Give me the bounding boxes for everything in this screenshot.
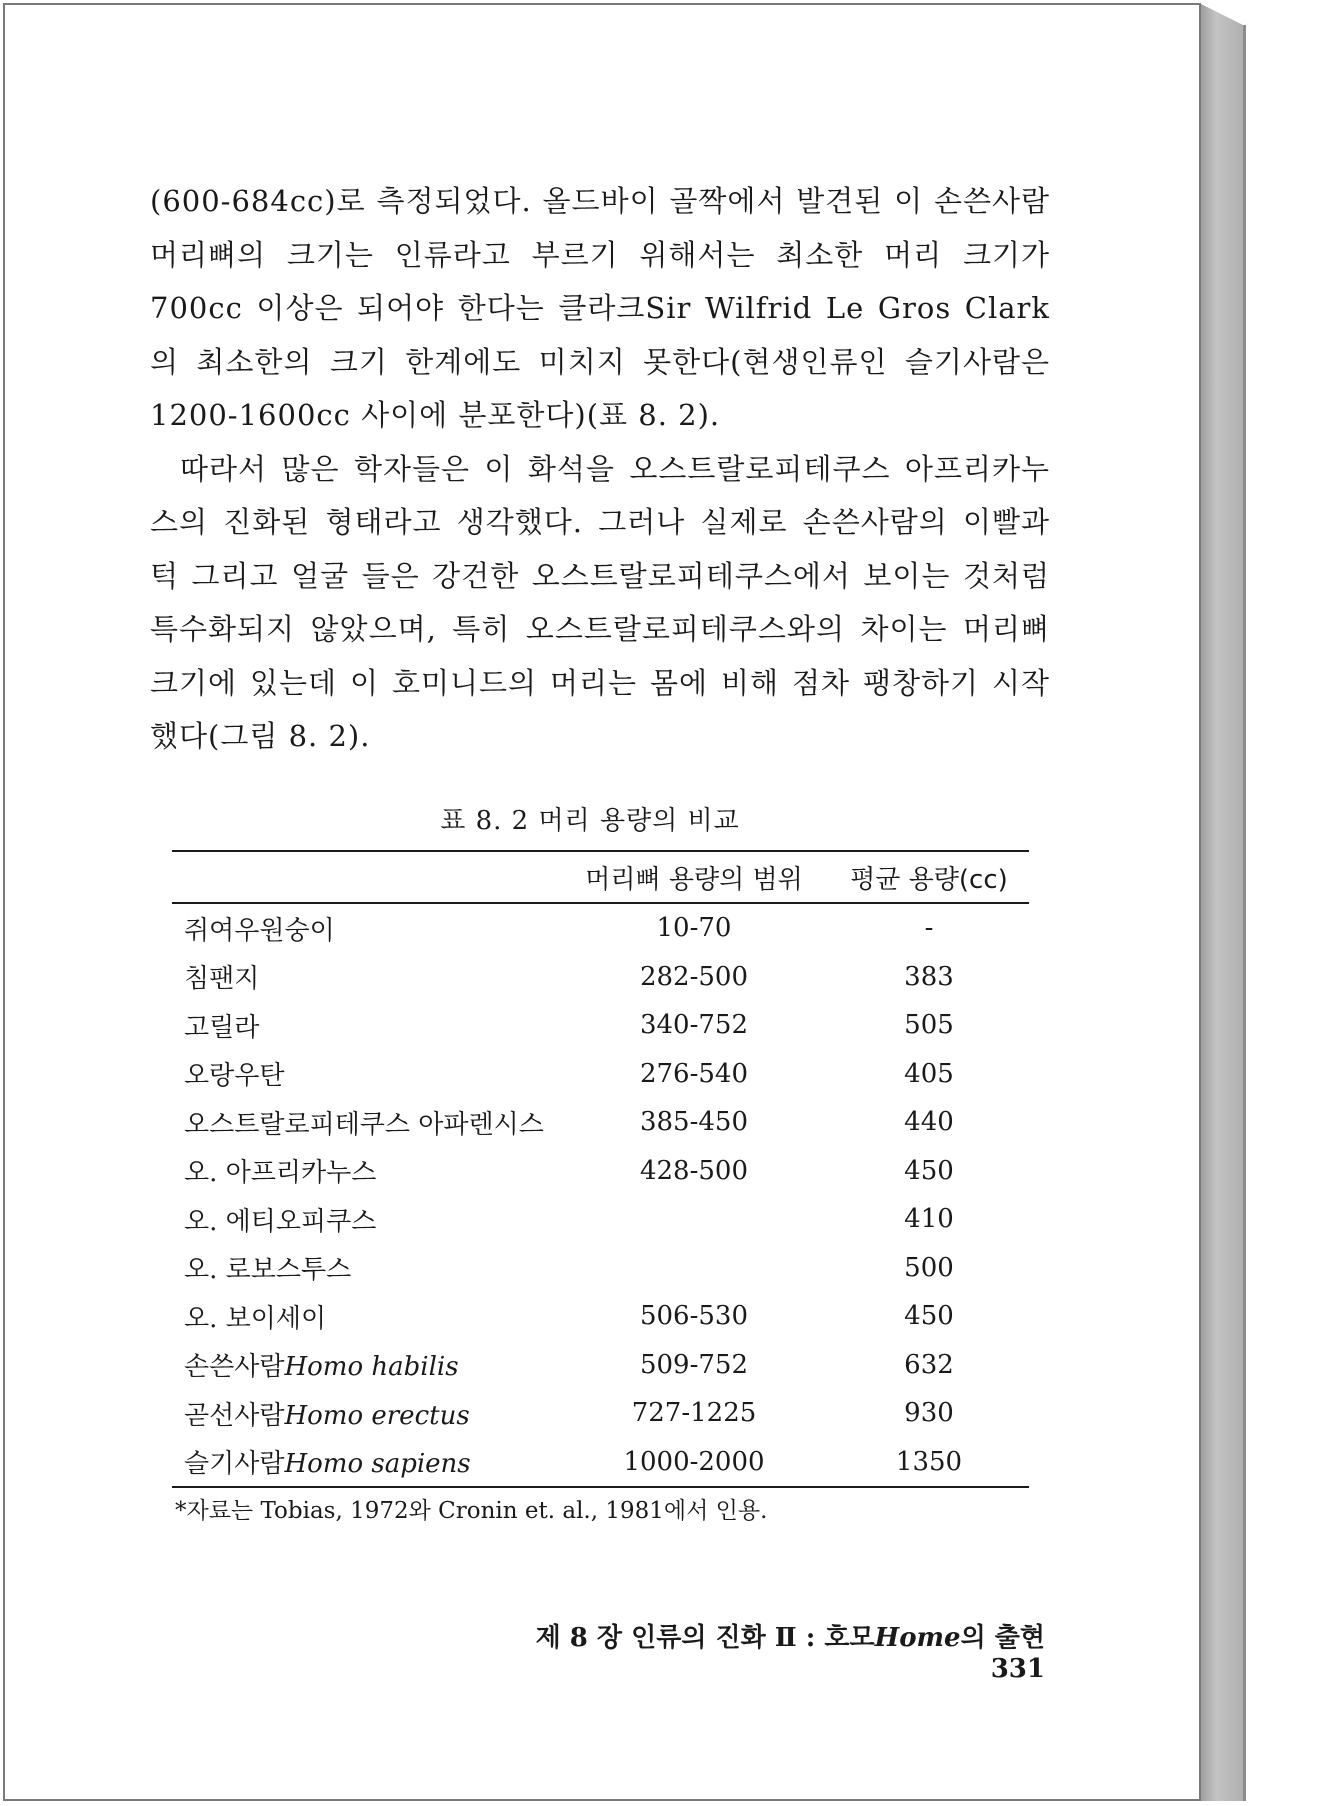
table-row (172, 953, 1029, 1002)
header-blank (172, 851, 559, 903)
table-row (172, 1001, 1029, 1050)
cell-average: 505 (904, 1010, 954, 1041)
cell-species (172, 1244, 559, 1293)
page-number: 331 (990, 1654, 1045, 1684)
cell-average: 632 (904, 1349, 954, 1380)
page-footer (500, 1617, 1045, 1684)
species-name: 고릴라 (184, 1012, 260, 1043)
cell-average: 930 (904, 1398, 954, 1429)
body-text (150, 175, 1050, 764)
table-row (172, 1244, 1029, 1293)
table-row (172, 1050, 1029, 1099)
cell-species (172, 1001, 559, 1050)
cell-average: 450 (904, 1155, 954, 1186)
cell-average: 405 (904, 1058, 954, 1089)
cell-average: - (924, 913, 934, 944)
cell-range: 10-70 (656, 913, 732, 944)
table-row (172, 1195, 1029, 1244)
book-edge (1243, 25, 1246, 1801)
table-row (172, 903, 1029, 953)
species-name: 슬기사람 (184, 1449, 285, 1480)
cell-species (172, 1147, 559, 1196)
cell-range (559, 1195, 829, 1244)
cell-range: 428-500 (639, 1155, 749, 1186)
cell-average: 450 (904, 1301, 954, 1332)
species-name: 손쓴사람 (184, 1352, 285, 1383)
cell-range: 506-530 (639, 1301, 749, 1332)
cell-species (172, 1341, 559, 1390)
species-name: 오스트랄로피테쿠스 아파렌시스 (184, 1109, 544, 1140)
species-name: 오. 로보스투스 (184, 1255, 352, 1286)
footer-rest: 의 출현 (960, 1623, 1045, 1653)
cell-average: 1350 (829, 1438, 1029, 1488)
species-name: 오. 보이세이 (184, 1303, 327, 1334)
header-range: 머리뼈 용량의 범위 (559, 851, 829, 903)
table-row (172, 1341, 1029, 1390)
species-scientific-name: Homo erectus (284, 1400, 470, 1431)
species-scientific-name: Homo habilis (284, 1352, 459, 1383)
book-spine (1199, 3, 1243, 1801)
cell-average: 383 (904, 961, 954, 992)
cell-species (172, 1050, 559, 1099)
header-avg: 평균 용량(cc) (829, 851, 1029, 903)
table-title: 표 8. 2 머리 용량의 비교 (440, 806, 740, 836)
table-body (172, 903, 1029, 1487)
cell-range: 340-752 (639, 1010, 749, 1041)
table-row (172, 1292, 1029, 1341)
table-row (172, 1098, 1029, 1147)
footer-home: Home (874, 1623, 961, 1653)
table-source-note: *자료는 Tobias, 1972와 Cronin et. al., 1981에서 인용. (175, 1498, 768, 1524)
paragraph-1: (600-684cc)로 측정되었다. 올드바이 골짝에서 발견된 이 손쓴사람 머리뼈의 크기는 인류라고 부르기 위해서는 최소한 머리 크기가 700cc 이상은 되어야 한다는 클라크Sir Wilfrid Le Gros Clark의 최소한의 크기 한계에도 미치지 못한다(현생인류인 슬기사람은 1200-1600cc 사이에 분포한다)(표 8. 2). (150, 184, 1050, 432)
table-header-row (172, 851, 1029, 903)
cell-range: 1000-2000 (559, 1438, 829, 1488)
species-name: 곧선사람 (184, 1400, 285, 1431)
cell-species (172, 1292, 559, 1341)
species-name: 침팬지 (184, 964, 260, 995)
cranial-capacity-table (172, 850, 1029, 1488)
footer-chapter: 제 8 장 인류의 진화 Ⅱ : 호모 (535, 1623, 875, 1653)
table-row (172, 1438, 1029, 1488)
table-row (172, 1147, 1029, 1196)
cell-species (172, 903, 559, 953)
cell-range: 282-500 (639, 961, 749, 992)
cell-species (172, 1195, 559, 1244)
cell-species (172, 1098, 559, 1147)
cell-species (172, 953, 559, 1002)
species-name: 오랑우탄 (184, 1061, 285, 1092)
cell-species (172, 1389, 559, 1438)
species-name: 쥐여우원숭이 (184, 915, 335, 946)
paragraph-2: 따라서 많은 학자들은 이 화석을 오스트랄로피테쿠스 아프리카누스의 진화된 형태라고 생각했다. 그러나 실제로 손쓴사람의 이빨과 턱 그리고 얼굴 들은 강건한 오스트랄로피테쿠스에서 보이는 것처럼 특수화되지 않았으며, 특히 오스트랄로피테쿠스와의 차이는 머리뼈 크기에 있는데 이 호미니드의 머리는 몸에 비해 점차 팽창하기 시작했다(그림 8. 2). (150, 451, 1050, 753)
cell-range: 385-450 (639, 1107, 749, 1138)
cell-average: 440 (904, 1107, 954, 1138)
table (172, 850, 1029, 1488)
species-scientific-name: Homo sapiens (284, 1449, 471, 1480)
cell-range: 509-752 (639, 1349, 749, 1380)
species-name: 오. 아프리카누스 (184, 1158, 377, 1189)
species-name: 오. 에티오피쿠스 (184, 1206, 377, 1237)
cell-average: 410 (904, 1204, 954, 1235)
table-row (172, 1389, 1029, 1438)
cell-range (559, 1244, 829, 1293)
cell-species (172, 1438, 559, 1488)
cell-range: 727-1225 (631, 1398, 757, 1429)
cell-range: 276-540 (639, 1058, 749, 1089)
cell-average: 500 (904, 1252, 954, 1283)
